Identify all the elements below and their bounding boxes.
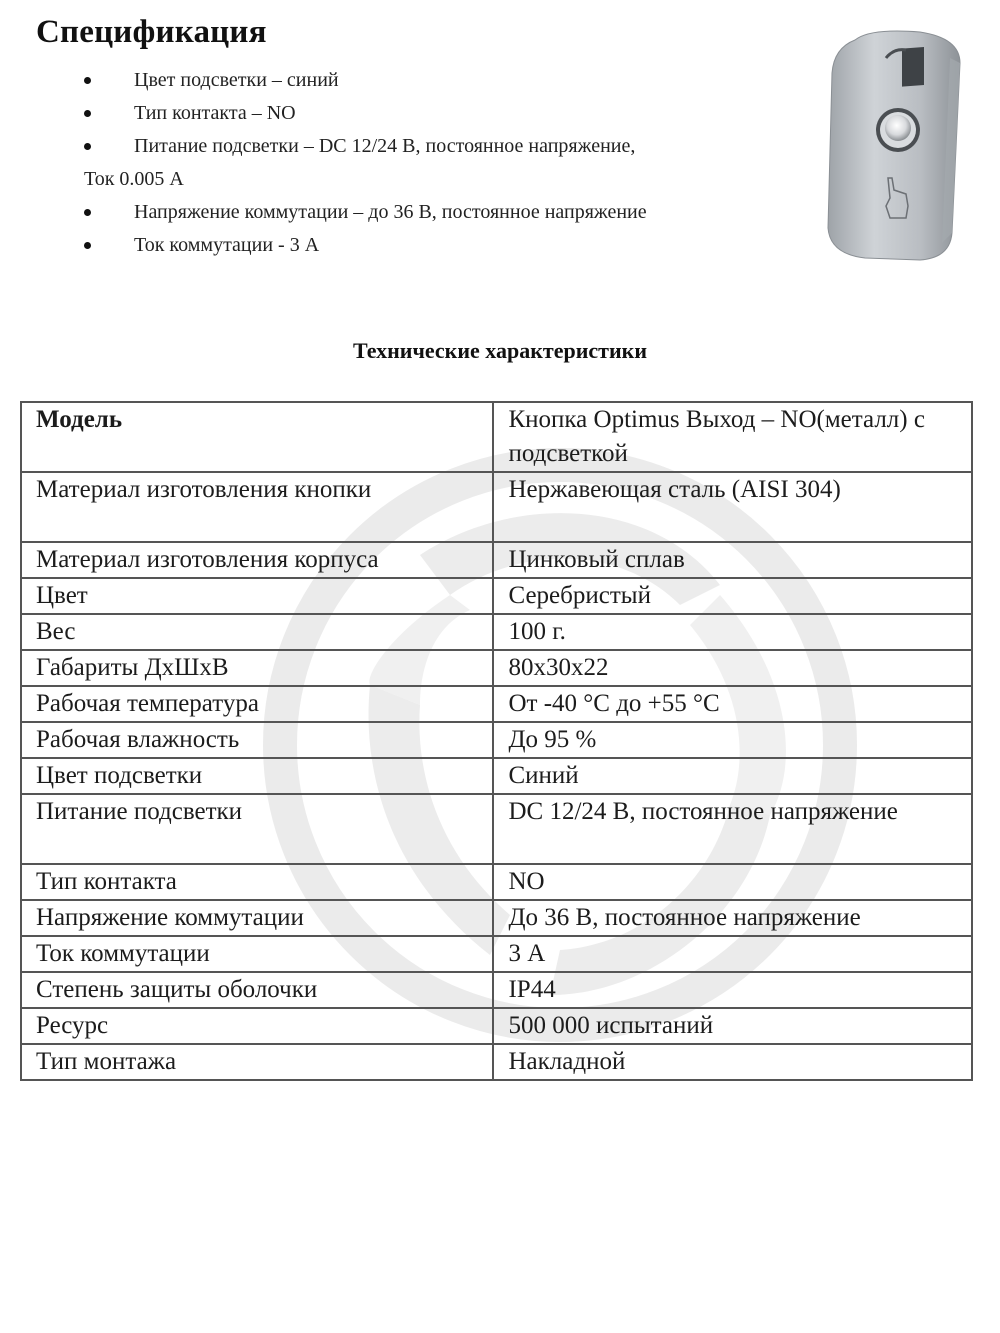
spec-key: Модель [21, 402, 493, 472]
spec-list-item-continuation: Ток 0.005 А [84, 168, 184, 190]
table-row [21, 900, 972, 936]
spec-value: Нержавеющая сталь (AISI 304) [493, 472, 972, 542]
spec-value: 500 000 испытаний [493, 1008, 972, 1044]
table-row [21, 686, 972, 722]
spec-value: 100 г. [493, 614, 972, 650]
spec-value: Накладной [493, 1044, 972, 1080]
spec-key: Рабочая влажность [21, 722, 493, 758]
spec-value: До 36 В, постоянное напряжение [493, 900, 972, 936]
spec-value: Цинковый сплав [493, 542, 972, 578]
table-row [21, 472, 972, 542]
bullet-icon [84, 77, 91, 84]
table-row [21, 794, 972, 864]
spec-key: Цвет подсветки [21, 758, 493, 794]
spec-value: Серебристый [493, 578, 972, 614]
table-row [21, 972, 972, 1008]
spec-list [84, 64, 784, 262]
spec-value: 80x30x22 [493, 650, 972, 686]
table-row [21, 864, 972, 900]
spec-value: 3 А [493, 936, 972, 972]
spec-key: Рабочая температура [21, 686, 493, 722]
spec-key: Материал изготовления кнопки [21, 472, 493, 542]
tech-specs-table [20, 401, 973, 1081]
bullet-icon [84, 242, 91, 249]
spec-key: Габариты ДхШхВ [21, 650, 493, 686]
spec-key: Напряжение коммутации [21, 900, 493, 936]
table-row [21, 1044, 972, 1080]
page-title: Спецификация [36, 14, 267, 50]
spec-list-item: Тип контакта – NO [84, 97, 784, 130]
spec-value: NO [493, 864, 972, 900]
table-row [21, 758, 972, 794]
spec-key: Степень защиты оболочки [21, 972, 493, 1008]
table-row [21, 542, 972, 578]
exit-button-device-image [810, 18, 970, 268]
spec-list-item: Напряжение коммутации – до 36 В, постоянное напряжение [84, 196, 784, 229]
table-row [21, 614, 972, 650]
spec-value: До 95 % [493, 722, 972, 758]
spec-value: Синий [493, 758, 972, 794]
spec-key: Ток коммутации [21, 936, 493, 972]
table-row [21, 402, 972, 472]
spec-key: Цвет [21, 578, 493, 614]
spec-key: Ресурс [21, 1008, 493, 1044]
table-row [21, 936, 972, 972]
table-row [21, 722, 972, 758]
bullet-icon [84, 143, 91, 150]
spec-value: IP44 [493, 972, 972, 1008]
table-row [21, 1008, 972, 1044]
bullet-icon [84, 209, 91, 216]
table-row [21, 578, 972, 614]
spec-list-item: Ток коммутации - 3 А [84, 229, 784, 262]
spec-value: Кнопка Optimus Выход – NO(металл) с подсветкой [493, 402, 972, 472]
spec-value: От -40 °С до +55 °С [493, 686, 972, 722]
spec-list-item: Питание подсветки – DC 12/24 В, постоянное напряжение, Ток 0.005 А [84, 130, 784, 196]
spec-key: Тип монтажа [21, 1044, 493, 1080]
spec-key: Вес [21, 614, 493, 650]
table-row [21, 650, 972, 686]
spec-key: Материал изготовления корпуса [21, 542, 493, 578]
spec-list-item: Цвет подсветки – синий [84, 64, 784, 97]
spec-value: DC 12/24 В, постоянное напряжение [493, 794, 972, 864]
bullet-icon [84, 110, 91, 117]
spec-key: Тип контакта [21, 864, 493, 900]
section-title: Технические характеристики [352, 338, 648, 363]
spec-key: Питание подсветки [21, 794, 493, 864]
